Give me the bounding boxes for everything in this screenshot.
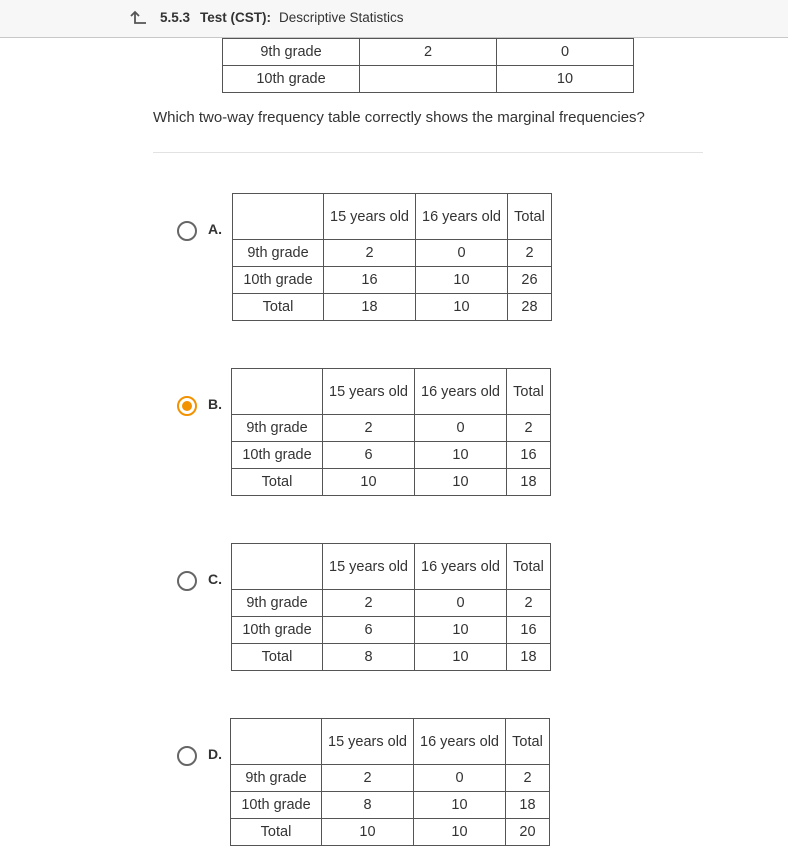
header-15-years: 15 years old	[323, 544, 415, 590]
cell: 16	[507, 617, 551, 644]
cell: 6	[323, 442, 415, 469]
option-b-radio[interactable]	[177, 396, 197, 416]
cell: 0	[415, 415, 507, 442]
cell: 18	[506, 792, 550, 819]
row-label: Total	[232, 469, 323, 496]
row-label: 9th grade	[231, 765, 322, 792]
option-a-table	[232, 193, 552, 321]
cell: 10	[323, 469, 415, 496]
header-16-years: 16 years old	[415, 369, 507, 415]
cell: 28	[508, 294, 552, 321]
table-header-row	[233, 194, 552, 240]
cell: 0	[497, 39, 634, 66]
cell: 2	[360, 39, 497, 66]
question-text: Which two-way frequency table correctly shows the marginal frequencies?	[153, 109, 645, 126]
cell: 2	[507, 590, 551, 617]
header-16-years: 16 years old	[416, 194, 508, 240]
header-total: Total	[506, 719, 550, 765]
header-15-years: 15 years old	[322, 719, 414, 765]
divider	[153, 152, 703, 153]
row-label: 9th grade	[233, 240, 324, 267]
cell: 0	[415, 590, 507, 617]
cell: 10	[415, 442, 507, 469]
option-c-letter[interactable]: C.	[208, 571, 222, 587]
cell: 10	[322, 819, 414, 846]
table-row	[223, 39, 634, 66]
table-header-row	[231, 719, 550, 765]
table-row	[231, 792, 550, 819]
row-label: Total	[231, 819, 322, 846]
row-label: 10th grade	[232, 442, 323, 469]
return-arrow-icon[interactable]	[128, 8, 148, 28]
header-16-years: 16 years old	[415, 544, 507, 590]
table-header-row	[232, 369, 551, 415]
cell: 2	[323, 590, 415, 617]
assessment-type: Test (CST):	[200, 10, 271, 25]
cell: 2	[506, 765, 550, 792]
cell: 20	[506, 819, 550, 846]
table-row	[232, 469, 551, 496]
cell: 10	[416, 294, 508, 321]
table-row	[233, 267, 552, 294]
row-label: 10th grade	[231, 792, 322, 819]
cell: 18	[507, 644, 551, 671]
header-blank	[232, 544, 323, 590]
cell: 2	[507, 415, 551, 442]
cell: 8	[322, 792, 414, 819]
header-15-years: 15 years old	[324, 194, 416, 240]
top-bar	[0, 0, 788, 38]
cell: 0	[416, 240, 508, 267]
table-row	[232, 617, 551, 644]
course-code: 5.5.3	[160, 10, 191, 25]
assessment-title: Descriptive Statistics	[279, 10, 404, 25]
table-row	[232, 442, 551, 469]
cell: 18	[324, 294, 416, 321]
cell	[360, 66, 497, 93]
header-16-years: 16 years old	[414, 719, 506, 765]
row-label: 9th grade	[223, 39, 360, 66]
cell: 2	[323, 415, 415, 442]
option-d-radio[interactable]	[177, 746, 197, 766]
cell: 2	[508, 240, 552, 267]
option-d-table	[230, 718, 550, 846]
header-total: Total	[508, 194, 552, 240]
cell: 2	[324, 240, 416, 267]
cell: 18	[507, 469, 551, 496]
row-label: 9th grade	[232, 415, 323, 442]
row-label: 10th grade	[223, 66, 360, 93]
cell: 16	[324, 267, 416, 294]
header-blank	[232, 369, 323, 415]
row-label: 10th grade	[233, 267, 324, 294]
option-a-radio[interactable]	[177, 221, 197, 241]
cell: 8	[323, 644, 415, 671]
table-row	[233, 294, 552, 321]
option-c-table	[231, 543, 551, 671]
cell: 10	[416, 267, 508, 294]
option-b-table	[231, 368, 551, 496]
cell: 10	[415, 617, 507, 644]
cell: 0	[414, 765, 506, 792]
cell: 10	[414, 792, 506, 819]
table-header-row	[232, 544, 551, 590]
cell: 10	[415, 469, 507, 496]
table-row	[231, 765, 550, 792]
option-b-letter[interactable]: B.	[208, 396, 222, 412]
cell: 10	[415, 644, 507, 671]
cell: 16	[507, 442, 551, 469]
prompt-table	[222, 38, 634, 93]
row-label: 10th grade	[232, 617, 323, 644]
row-label: Total	[233, 294, 324, 321]
cell: 10	[414, 819, 506, 846]
table-row	[231, 819, 550, 846]
cell: 26	[508, 267, 552, 294]
header-total: Total	[507, 369, 551, 415]
table-row	[223, 66, 634, 93]
header-15-years: 15 years old	[323, 369, 415, 415]
cell: 10	[497, 66, 634, 93]
row-label: 9th grade	[232, 590, 323, 617]
table-row	[232, 590, 551, 617]
cell: 6	[323, 617, 415, 644]
row-label: Total	[232, 644, 323, 671]
table-row	[232, 415, 551, 442]
table-row	[233, 240, 552, 267]
header-blank	[233, 194, 324, 240]
option-d-letter[interactable]: D.	[208, 746, 222, 762]
option-a-letter[interactable]: A.	[208, 221, 222, 237]
header-blank	[231, 719, 322, 765]
option-c-radio[interactable]	[177, 571, 197, 591]
table-row	[232, 644, 551, 671]
header-total: Total	[507, 544, 551, 590]
cell: 2	[322, 765, 414, 792]
